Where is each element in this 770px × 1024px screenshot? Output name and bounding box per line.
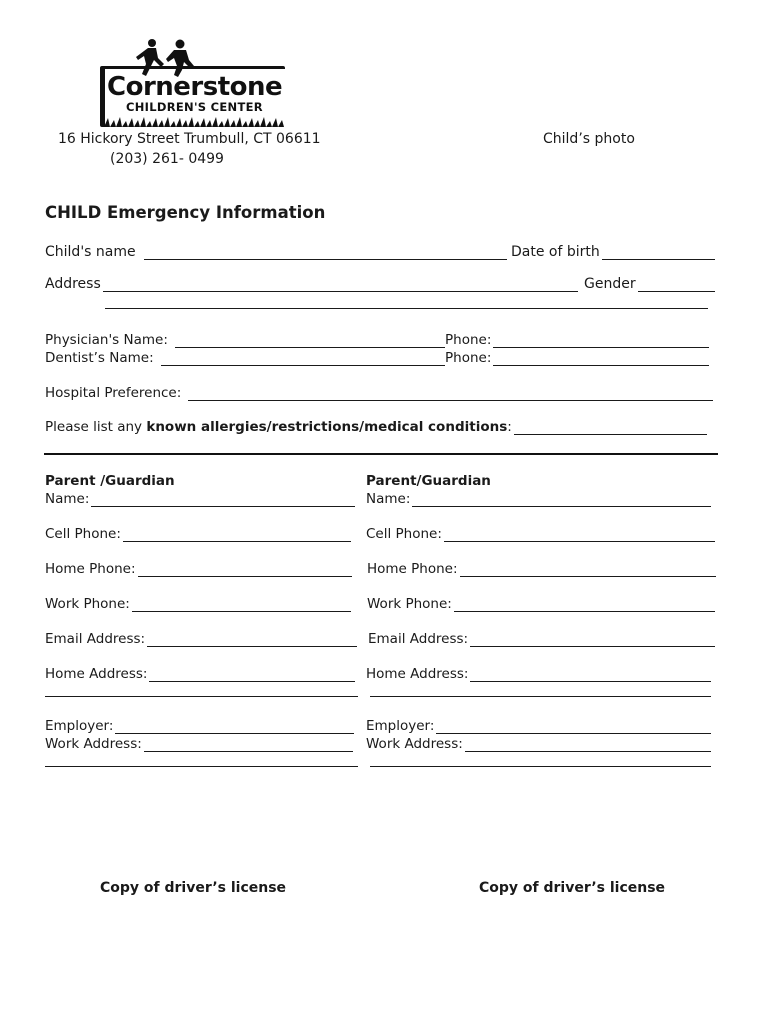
guardian-right-home-address-line-2[interactable] — [370, 696, 711, 697]
logo-subtitle: CHILDREN'S CENTER — [126, 100, 263, 114]
physician-phone-field[interactable] — [445, 332, 709, 348]
guardian-left-home-phone-field[interactable] — [45, 561, 352, 577]
allergies-blank[interactable] — [514, 422, 707, 435]
guardian-left-cell-field[interactable] — [45, 526, 351, 542]
address-extra-line[interactable] — [105, 308, 708, 309]
guardian-right-home-address-blank[interactable] — [470, 669, 711, 682]
guardian-right-name-label: Name: — [366, 491, 411, 507]
guardian-right-home-address-label: Home Address: — [366, 666, 469, 682]
guardian-right-employer-field[interactable] — [366, 718, 711, 734]
guardian-right-work-address-label: Work Address: — [366, 736, 463, 752]
logo-name: Cornerstone — [107, 72, 283, 102]
guardian-right-work-address-line-2[interactable] — [370, 766, 711, 767]
guardian-left-work-address-field[interactable] — [45, 736, 353, 752]
guardian-left-work-address-label: Work Address: — [45, 736, 142, 752]
guardian-right-home-phone-blank[interactable] — [460, 564, 716, 577]
dob-field[interactable] — [511, 244, 715, 260]
dob-blank[interactable] — [602, 247, 715, 260]
address-blank[interactable] — [103, 279, 578, 292]
guardian-right-cell-field[interactable] — [366, 526, 715, 542]
hospital-blank[interactable] — [188, 388, 713, 401]
guardian-left-employer-label: Employer: — [45, 718, 114, 734]
guardian-right-cell-label: Cell Phone: — [366, 526, 442, 542]
guardian-right-home-address-field[interactable] — [366, 666, 711, 682]
guardian-left-work-address-blank[interactable] — [144, 739, 353, 752]
guardian-right-email-blank[interactable] — [470, 634, 715, 647]
allergies-field[interactable] — [45, 419, 707, 435]
guardian-left-home-phone-blank[interactable] — [138, 564, 352, 577]
guardian-left-employer-field[interactable] — [45, 718, 354, 734]
guardian-left-work-address-line-2[interactable] — [45, 766, 358, 767]
allergies-bold-text: known allergies/restrictions/medical conditions — [146, 419, 508, 435]
guardian-right-home-phone-label: Home Phone: — [367, 561, 458, 577]
guardian-right-work-address-blank[interactable] — [465, 739, 711, 752]
dentist-name-blank[interactable] — [161, 353, 445, 366]
guardian-left-name-blank[interactable] — [91, 494, 355, 507]
guardian-right-work-address-field[interactable] — [366, 736, 711, 752]
grass-decoration — [104, 116, 284, 128]
hospital-label: Hospital Preference: — [45, 385, 182, 401]
guardian-left-email-label: Email Address: — [45, 631, 146, 647]
allergies-suffix: : — [507, 419, 512, 435]
guardian-left-cell-label: Cell Phone: — [45, 526, 121, 542]
guardian-right-employer-label: Employer: — [366, 718, 435, 734]
guardian-left-work-phone-label: Work Phone: — [45, 596, 130, 612]
guardian-right-home-phone-field[interactable] — [367, 561, 716, 577]
guardian-right-employer-blank[interactable] — [436, 721, 711, 734]
guardian-right-email-label: Email Address: — [368, 631, 469, 647]
guardian-left-name-label: Name: — [45, 491, 90, 507]
guardian-left-email-field[interactable] — [45, 631, 357, 647]
dob-label: Date of birth — [511, 244, 600, 260]
guardian-right-heading: Parent/Guardian — [366, 473, 491, 489]
guardian-left-name-field[interactable] — [45, 491, 355, 507]
cornerstone-logo — [92, 38, 284, 136]
guardian-right-email-field[interactable] — [368, 631, 715, 647]
physician-name-label: Physician's Name: — [45, 332, 168, 348]
allergies-prefix: Please list any — [45, 419, 147, 435]
guardian-left-home-address-blank[interactable] — [149, 669, 355, 682]
dentist-phone-blank[interactable] — [493, 353, 709, 366]
guardian-right-cell-blank[interactable] — [444, 529, 715, 542]
guardian-right-work-phone-blank[interactable] — [454, 599, 715, 612]
physician-name-field[interactable] — [45, 332, 445, 348]
guardian-left-cell-blank[interactable] — [123, 529, 351, 542]
license-right-label: Copy of driver’s license — [479, 880, 666, 896]
guardian-left-work-phone-field[interactable] — [45, 596, 351, 612]
form-title: CHILD Emergency Information — [45, 203, 326, 222]
guardian-left-home-address-line-2[interactable] — [45, 696, 358, 697]
dentist-phone-field[interactable] — [445, 350, 709, 366]
dentist-name-label: Dentist’s Name: — [45, 350, 154, 366]
address-line-1: 16 Hickory Street Trumbull, CT 06611 — [58, 131, 321, 147]
guardian-right-name-blank[interactable] — [412, 494, 711, 507]
gender-blank[interactable] — [638, 279, 715, 292]
dentist-phone-label: Phone: — [445, 350, 492, 366]
phone-line: (203) 261- 0499 — [110, 151, 224, 167]
childs-name-label: Child's name — [45, 244, 136, 260]
guardian-left-home-phone-label: Home Phone: — [45, 561, 136, 577]
gender-field[interactable] — [584, 276, 715, 292]
guardian-right-work-phone-label: Work Phone: — [367, 596, 452, 612]
dentist-name-field[interactable] — [45, 350, 445, 366]
guardian-left-home-address-field[interactable] — [45, 666, 355, 682]
guardian-left-employer-blank[interactable] — [115, 721, 354, 734]
address-label: Address — [45, 276, 101, 292]
physician-phone-label: Phone: — [445, 332, 492, 348]
childs-photo-label: Child’s photo — [543, 131, 635, 147]
hospital-field[interactable] — [45, 385, 713, 401]
guardian-left-email-blank[interactable] — [147, 634, 357, 647]
guardian-left-heading: Parent /Guardian — [45, 473, 175, 489]
guardian-left-work-phone-blank[interactable] — [132, 599, 351, 612]
childs-name-field[interactable] — [45, 244, 507, 260]
address-field[interactable] — [45, 276, 578, 292]
childs-name-blank[interactable] — [144, 247, 507, 260]
physician-phone-blank[interactable] — [493, 335, 709, 348]
guardian-left-home-address-label: Home Address: — [45, 666, 148, 682]
physician-name-blank[interactable] — [175, 335, 445, 348]
gender-label: Gender — [584, 276, 636, 292]
guardian-right-name-field[interactable] — [366, 491, 711, 507]
section-divider — [44, 453, 718, 455]
license-left-label: Copy of driver’s license — [100, 880, 287, 896]
guardian-right-work-phone-field[interactable] — [367, 596, 715, 612]
